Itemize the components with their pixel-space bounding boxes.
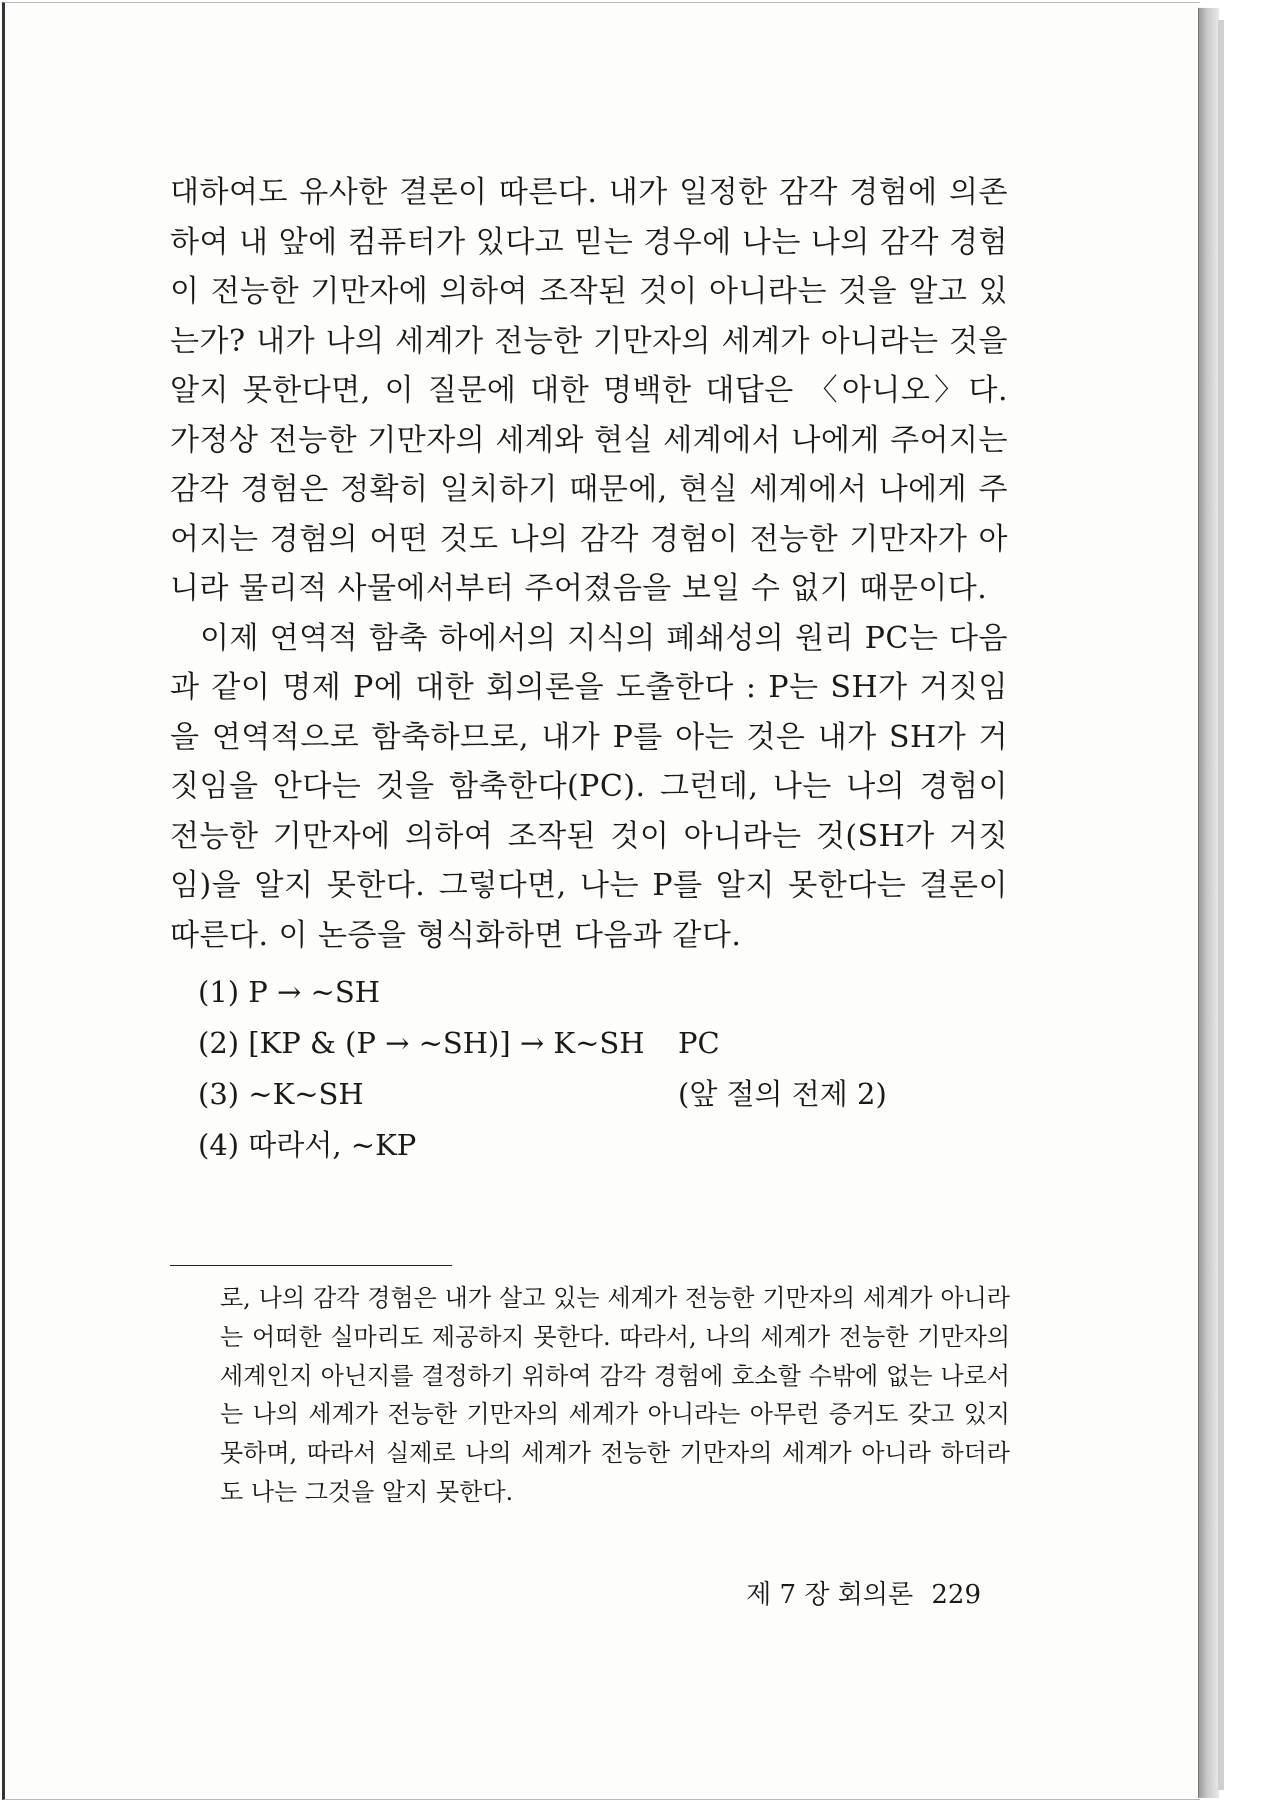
argument-step-expression: (4) 따라서, ~KP — [198, 1128, 417, 1162]
argument-step-4 — [198, 1120, 918, 1171]
argument-step-expression: (3) ~K~SH — [198, 1077, 364, 1111]
page-footer — [736, 1575, 981, 1615]
argument-step-2 — [198, 1018, 918, 1069]
page-number: 229 — [931, 1580, 981, 1610]
argument-formalization — [198, 967, 918, 1171]
chapter-title: 제 7 장 회의론 — [746, 1580, 914, 1610]
main-text — [170, 168, 1008, 960]
argument-step-justification: (앞 절의 전제 2) — [678, 1077, 887, 1111]
footnote-text: 로, 나의 감각 경험은 내가 살고 있는 세계가 전능한 기만자의 세계가 아니라는 어떠한 실마리도 제공하지 못한다. 따라서, 나의 세계가 전능한 기만자의 세계인지 아닌지를 결정하기 위하여 감각 경험에 호소할 수밖에 없는 나로서는 나의 세계가 전능한 기만자의 세계가 아니라는 아무런 증거도 갖고 있지 못하며, 따라서 실제로 나의 세계가 전능한 기만자의 세계가 아니라 하더라도 나는 그것을 알지 못한다. — [220, 1284, 1010, 1506]
paragraph-2: 이제 연역적 함축 하에서의 지식의 폐쇄성의 원리 PC는 다음과 같이 명제 P에 대한 회의론을 도출한다 : P는 SH가 거짓임을 연역적으로 함축하므로, 내가 P를 아는 것은 내가 SH가 거짓임을 안다는 것을 함축한다(PC). 그런데, 나는 나의 경험이 전능한 기만자에 의하여 조작된 것이 아니라는 것(SH가 거짓임)을 알지 못한다. 그렇다면, 나는 P를 알지 못한다는 결론이 따른다. 이 논증을 형식화하면 다음과 같다. — [170, 620, 1008, 953]
argument-step-expression: (1) P → ~SH — [198, 975, 381, 1009]
footnote-divider — [170, 1265, 452, 1266]
argument-step-1 — [198, 967, 918, 1018]
footnote — [220, 1279, 1010, 1512]
argument-step-expression: (2) [KP & (P → ~SH)] → K~SH — [198, 1026, 645, 1060]
page-stack-edge-inner — [1218, 20, 1224, 1790]
page-stack-edge — [1198, 8, 1219, 1798]
argument-step-3 — [198, 1069, 918, 1120]
paragraph-1: 대하여도 유사한 결론이 따른다. 내가 일정한 감각 경험에 의존하여 내 앞에 컴퓨터가 있다고 믿는 경우에 나는 나의 감각 경험이 전능한 기만자에 의하여 조작된 것이 아니라는 것을 알고 있는가? 내가 나의 세계가 전능한 기만자의 세계가 아니라는 것을 알지 못한다면, 이 질문에 대한 명백한 대답은 〈아니오〉다. 가정상 전능한 기만자의 세계와 현실 세계에서 나에게 주어지는 감각 경험은 정확히 일치하기 때문에, 현실 세계에서 나에게 주어지는 경험의 어떤 것도 나의 감각 경험이 전능한 기만자가 아니라 물리적 사물에서부터 주어졌음을 보일 수 없기 때문이다. — [170, 175, 1008, 606]
argument-step-justification: PC — [678, 1026, 720, 1060]
